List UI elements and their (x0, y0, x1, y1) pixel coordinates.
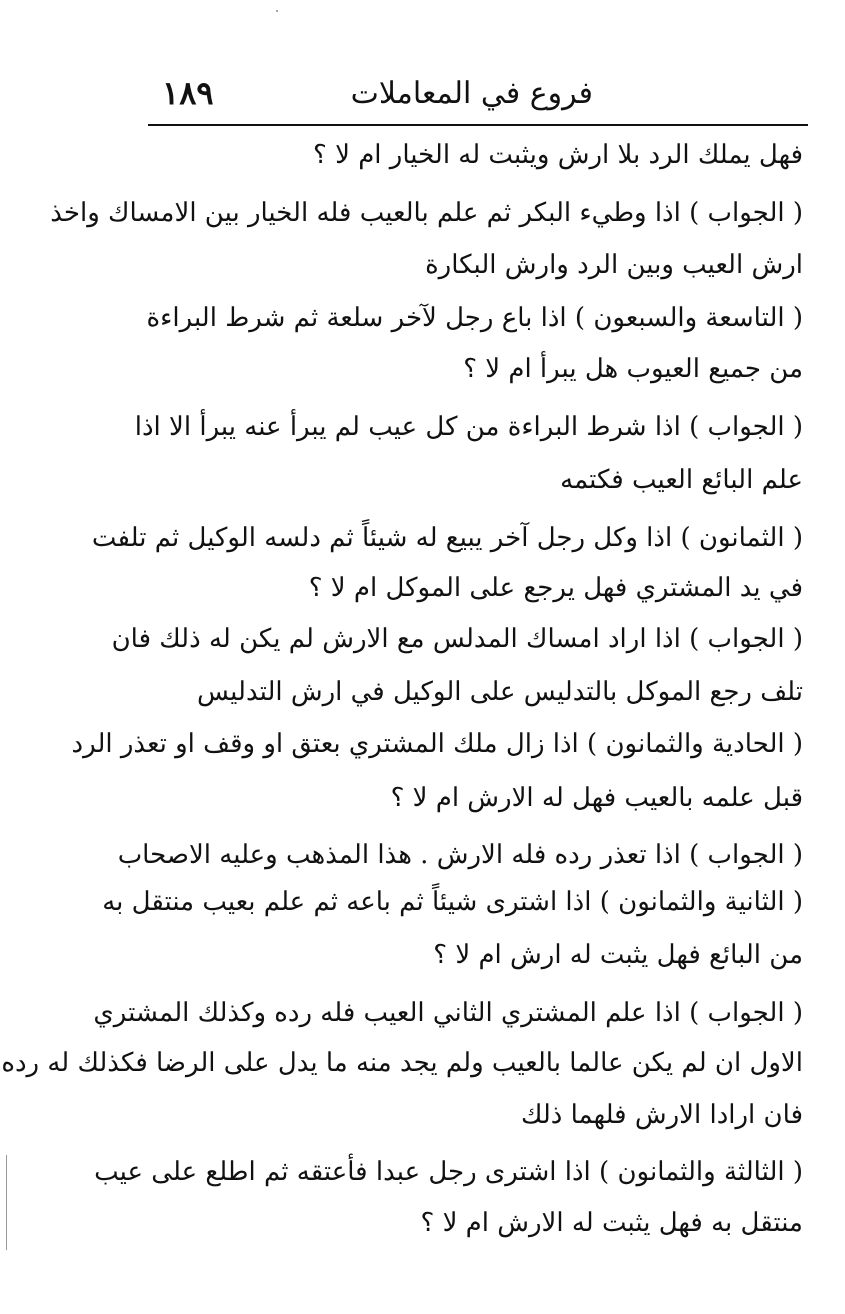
text-line: تلف رجع الموكل بالتدليس على الوكيل في ارش التدليس (197, 677, 803, 707)
text-line: فهل يملك الرد بلا ارش ويثبت له الخيار ام لا ؟ (313, 140, 803, 170)
text-line: ( التاسعة والسبعون ) اذا باع رجل لآخر سلعة ثم شرط البراءة (146, 303, 803, 333)
text-line: ( الجواب ) اذا تعذر رده فله الارش . هذا المذهب وعليه الاصحاب (117, 840, 803, 870)
scan-edge-mark (6, 1155, 7, 1250)
text-line: الاول ان لم يكن عالما بالعيب ولم يجد منه ما يدل على الرضا فكذلك له رده (1, 1048, 803, 1078)
text-line: من البائع فهل يثبت له ارش ام لا ؟ (433, 940, 803, 970)
text-line: علم البائع العيب فكتمه (560, 465, 803, 495)
text-line: ( الثانية والثمانون ) اذا اشترى شيئاً ثم باعه ثم علم بعيب منتقل به (102, 887, 803, 917)
text-line: في يد المشتري فهل يرجع على الموكل ام لا ؟ (308, 573, 803, 603)
page-header (148, 72, 808, 122)
text-line: ( الجواب ) اذا اراد امساك المدلس مع الارش لم يكن له ذلك فان (111, 624, 803, 654)
text-line: قبل علمه بالعيب فهل له الارش ام لا ؟ (390, 783, 803, 813)
text-line: ( الجواب ) اذا علم المشتري الثاني العيب فله رده وكذلك المشتري (93, 998, 803, 1028)
text-line: ارش العيب وبين الرد وارش البكارة (425, 250, 803, 280)
text-line: ( الجواب ) اذا وطيء البكر ثم علم بالعيب فله الخيار بين الامساك واخذ (50, 198, 803, 228)
text-line: ( الحادية والثمانون ) اذا زال ملك المشتري بعتق او وقف او تعذر الرد (71, 729, 803, 759)
header-rule (148, 124, 808, 126)
page-number: ١٨٩ (162, 74, 214, 112)
text-line: ( الثالثة والثمانون ) اذا اشترى رجل عبدا فأعتقه ثم اطلع على عيب (94, 1157, 803, 1187)
text-line: ( الجواب ) اذا شرط البراءة من كل عيب لم يبرأ عنه يبرأ الا اذا (134, 412, 803, 442)
text-line: فان ارادا الارش فلهما ذلك (520, 1100, 803, 1130)
text-line: ( الثمانون ) اذا وكل رجل آخر يبيع له شيئاً ثم دلسه الوكيل ثم تلفت (91, 523, 803, 553)
text-line: من جميع العيوب هل يبرأ ام لا ؟ (463, 354, 803, 384)
text-line: منتقل به فهل يثبت له الارش ام لا ؟ (420, 1208, 803, 1238)
running-title: فروع في المعاملات (350, 76, 593, 111)
scan-speck (276, 10, 278, 12)
